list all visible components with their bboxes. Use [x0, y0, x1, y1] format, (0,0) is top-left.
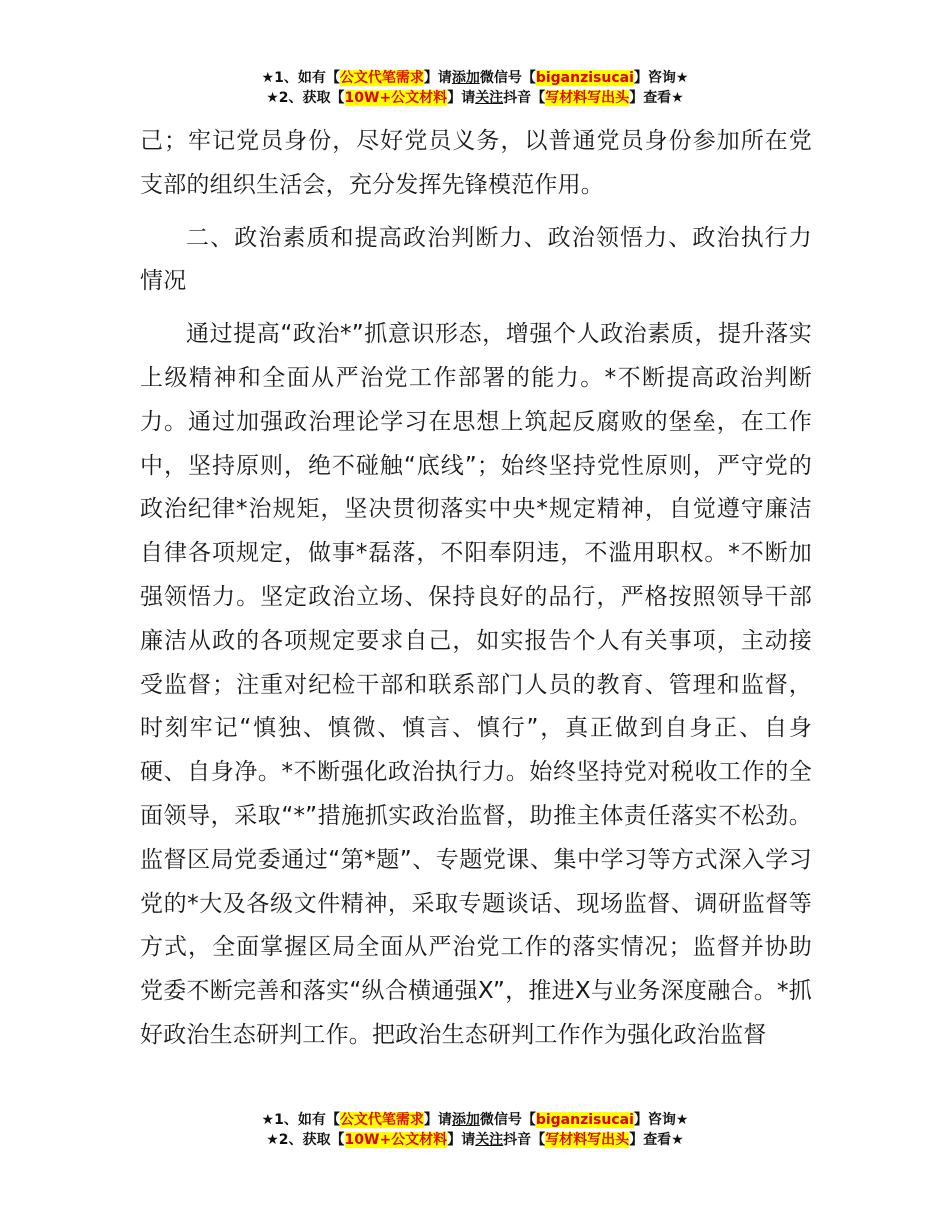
underlined-text: 关注	[475, 90, 504, 106]
douyin-account: 写材料写出头	[545, 90, 630, 106]
underlined-text: 添加	[451, 70, 480, 86]
continuation-paragraph: 己；牢记党员身份，尽好党员义务，以普通党员身份参加所在党支部的组织生活会，充分发挥先锋模范作用。	[140, 128, 812, 198]
underlined-text: 添加	[451, 1112, 480, 1128]
banner-text: 微信号	[479, 1112, 522, 1128]
bracket: 【	[531, 90, 546, 106]
wechat-id: biganzisucai	[535, 70, 634, 86]
bracket: 【	[325, 70, 340, 86]
bracket: 】	[423, 1112, 438, 1128]
bracket: 】	[629, 1132, 644, 1148]
banner-text: 抖音	[503, 90, 532, 106]
highlight-service: 公文代笔需求	[339, 70, 424, 86]
bracket: 【	[521, 70, 536, 86]
banner-line-1	[0, 68, 950, 88]
document-body	[140, 120, 812, 1058]
banner-line-2	[0, 88, 950, 108]
banner-text: ★1、如有	[261, 1112, 326, 1128]
banner-text: ★2、获取	[266, 90, 331, 106]
bracket: 】	[633, 70, 648, 86]
main-paragraph: 通过提高“政治*”抓意识形态，增强个人政治素质，提升落实上级精神和全面从严治党工作部署的能力。*不断提高政治判断力。通过加强政治理论学习在思想上筑起反腐败的堡垒，在工作中，坚持原则，绝不碰触“底线”；始终坚持党性原则，严守党的政治纪律*治规矩，坚决贯彻落实中央*规定精神，自觉遵守廉洁自律各项规定，做事*磊落，不阳奉阴违，不滥用职权。*不断加强领悟力。坚定政治立场、保持良好的品行，严格按照领导干部廉洁从政的各项规定要求自己，如实报告个人有关事项，主动接受监督；注重对纪检干部和联系部门人员的教育、管理和监督，时刻牢记“慎独、慎微、慎言、慎行”，真正做到自身正、自身硬、自身净。*不断强化政治执行力。始终坚持党对税收工作的全面领导，采取“*”措施抓实政治监督，助推主体责任落实不松劲。监督区局党委通过“第*题”、专题党课、集中学习等方式深入学习党的*大及各级文件精神，采取专题谈话、现场监督、调研监督等方式，全面掌握区局全面从严治党工作的落实情况；监督并协助党委不断完善和落实“纵合横通强X”，推进X与业务深度融合。*抓好政治生态研判工作。把政治生态研判工作作为强化政治监督	[140, 321, 812, 1048]
bracket: 】	[633, 1112, 648, 1128]
banner-text: 请	[461, 90, 476, 106]
bracket: 】	[447, 90, 462, 106]
banner-text: 请	[437, 1112, 452, 1128]
header-banner	[0, 68, 950, 108]
highlight-materials: 10W+公文材料	[344, 90, 448, 106]
banner-text: 请	[461, 1132, 476, 1148]
highlight-service: 公文代笔需求	[339, 1112, 424, 1128]
bracket: 【	[531, 1132, 546, 1148]
bracket: 】	[629, 90, 644, 106]
banner-text: 查看★	[643, 90, 684, 106]
highlight-materials: 10W+公文材料	[344, 1132, 448, 1148]
footer-line-1	[0, 1110, 950, 1130]
footer-banner	[0, 1110, 950, 1150]
bracket: 】	[447, 1132, 462, 1148]
bracket: 【	[330, 1132, 345, 1148]
underlined-text: 关注	[475, 1132, 504, 1148]
banner-text: ★1、如有	[261, 70, 326, 86]
banner-text: 咨询★	[647, 1112, 689, 1128]
banner-text: 查看★	[643, 1132, 684, 1148]
douyin-account: 写材料写出头	[545, 1132, 630, 1148]
banner-text: 微信号	[479, 70, 522, 86]
section-heading: 二、政治素质和提高政治判断力、政治领悟力、政治执行力情况	[140, 224, 812, 295]
banner-text: 抖音	[503, 1132, 532, 1148]
banner-text: 咨询★	[647, 70, 689, 86]
banner-text: 请	[437, 70, 452, 86]
bracket: 【	[521, 1112, 536, 1128]
bracket: 】	[423, 70, 438, 86]
bracket: 【	[325, 1112, 340, 1128]
wechat-id: biganzisucai	[535, 1112, 634, 1128]
bracket: 【	[330, 90, 345, 106]
footer-line-2	[0, 1130, 950, 1150]
banner-text: ★2、获取	[266, 1132, 331, 1148]
